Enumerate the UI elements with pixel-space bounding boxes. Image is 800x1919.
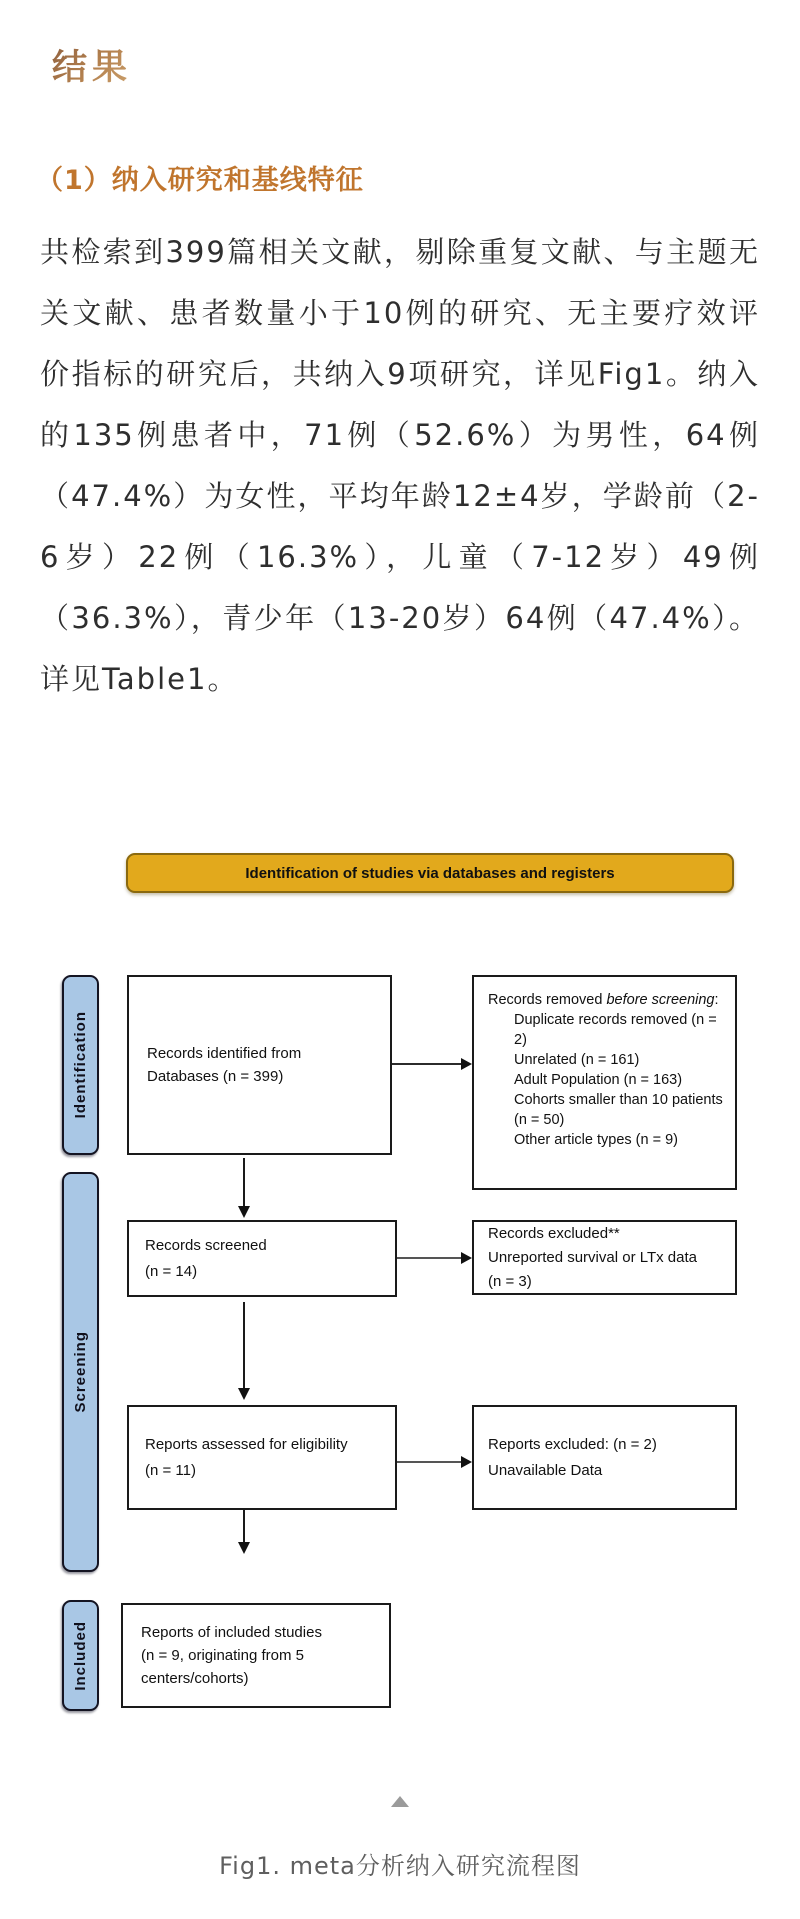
included-studies-line2: (n = 9, originating from 5 [141, 1647, 305, 1664]
records-screened-line2: (n = 14) [145, 1262, 198, 1280]
records-screened-box [127, 1220, 397, 1297]
stage-included-label: Included [72, 1620, 89, 1691]
reports-excluded-line1: Reports excluded: (n = 2) [488, 1435, 657, 1453]
results-paragraph: 共检索到399篇相关文献，剔除重复文献、与主题无关文献、患者数量小于10例的研究、无主要疗效评价指标的研究后，共纳入9项研究，详见Fig1。纳入的135例患者中，71例（52.6%）为男性，64例（47.4%）为女性，平均年龄12±4岁，学龄前（2-6岁）22例（16.3%），儿童（7-12岁）49例（36.3%），青少年（13-20岁）64例（47.4%）。详见Table1。 [40, 235, 760, 696]
records-removed-box [472, 975, 737, 1190]
reports-assessed-line2: (n = 11) [145, 1461, 196, 1479]
caption-pointer-triangle-icon [391, 1796, 409, 1807]
arrowhead-down-icon [238, 1206, 250, 1218]
connector-assessed-to-excluded [397, 1461, 463, 1463]
stage-included [62, 1600, 99, 1711]
records-screened-line1: Records screened [145, 1236, 267, 1254]
connector-screened-to-assessed [243, 1302, 245, 1389]
connector-screened-to-excluded [397, 1257, 463, 1259]
diagram-banner: Identification of studies via databases and registers [126, 853, 734, 893]
removed-item-duplicates: Duplicate records removed (n = 2) [514, 1012, 717, 1048]
records-excluded-box [472, 1220, 737, 1295]
arrowhead-right-icon [461, 1058, 472, 1070]
subsection-title: （1）纳入研究和基线特征 [36, 165, 364, 196]
records-excluded-line1: Records excluded** [488, 1224, 620, 1242]
reports-assessed-line1: Reports assessed for eligibility [145, 1435, 348, 1453]
records-identified-box [127, 975, 392, 1155]
records-excluded-line2: Unreported survival or LTx data [488, 1248, 697, 1266]
stage-screening-label: Screening [72, 1331, 89, 1413]
stage-identification-label: Identification [72, 1011, 89, 1119]
removed-item-other-types: Other article types (n = 9) [514, 1132, 678, 1148]
arrowhead-right-icon [461, 1456, 472, 1468]
connector-assessed-to-included [243, 1508, 245, 1543]
reports-excluded-line2: Unavailable Data [488, 1461, 603, 1479]
stage-identification [62, 975, 99, 1155]
removed-item-adult: Adult Population (n = 163) [514, 1072, 683, 1088]
reports-excluded-box [472, 1405, 737, 1510]
records-identified-line1: Records identified from [147, 1045, 302, 1062]
records-excluded-line3: (n = 3) [488, 1272, 532, 1290]
stage-screening [62, 1172, 99, 1572]
records-identified-line2: Databases (n = 399) [147, 1068, 284, 1085]
removed-item-unrelated: Unrelated (n = 161) [514, 1052, 640, 1068]
included-studies-line3: centers/cohorts) [141, 1670, 249, 1687]
figure-caption: Fig1. meta分析纳入研究流程图 [219, 1852, 581, 1880]
arrowhead-right-icon [461, 1252, 472, 1264]
arrowhead-down-icon [238, 1542, 250, 1554]
records-removed-intro: Records removed before screening: [488, 992, 719, 1008]
section-title: 结果 [52, 40, 132, 90]
connector-identified-to-screened [243, 1158, 245, 1207]
included-studies-box [121, 1603, 391, 1708]
connector-identified-to-removed [392, 1063, 463, 1065]
removed-item-small-cohorts: Cohorts smaller than 10 patients (n = 50) [514, 1092, 723, 1128]
arrowhead-down-icon [238, 1388, 250, 1400]
included-studies-line1: Reports of included studies [141, 1624, 322, 1641]
reports-assessed-box [127, 1405, 397, 1510]
